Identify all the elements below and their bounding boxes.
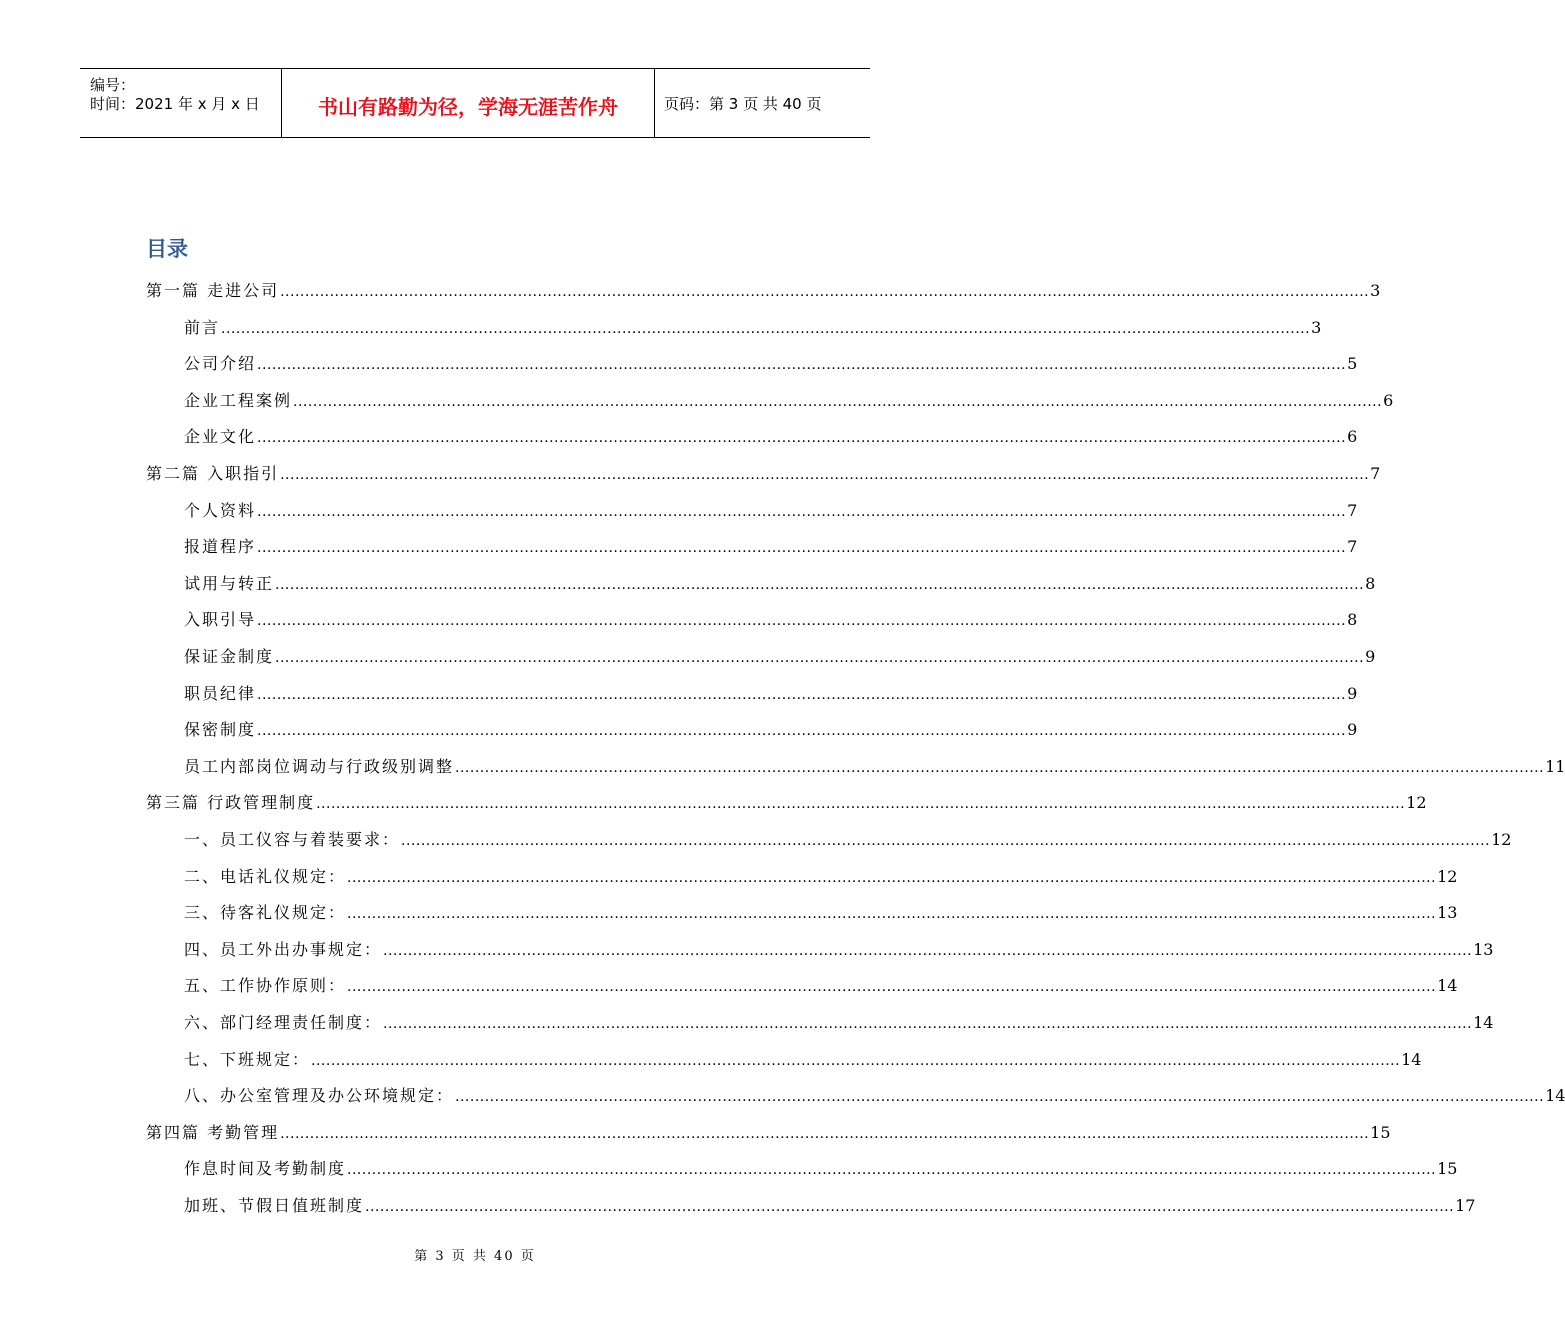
- toc-entry-page: 8: [1347, 610, 1358, 629]
- header-motto: 书山有路勤为径，学海无涯苦作舟: [318, 95, 618, 119]
- header-right-cell: [655, 69, 870, 137]
- toc-section-entry[interactable]: [184, 1156, 1458, 1178]
- toc-entry-page: 6: [1347, 427, 1358, 446]
- toc-entry-label: 第一篇 走进公司: [146, 281, 280, 300]
- toc-section-entry[interactable]: [184, 388, 1394, 410]
- toc-section-entry[interactable]: [184, 1083, 1565, 1105]
- toc-entry-page: 12: [1437, 867, 1458, 886]
- toc-entry-label: 加班、节假日值班制度: [184, 1196, 365, 1215]
- toc-section-entry[interactable]: [184, 1193, 1476, 1215]
- toc-leader-dots: ............................................................................................................................................................................................................................: [257, 613, 1347, 629]
- toc-section-entry[interactable]: [184, 534, 1358, 556]
- toc-entry-label: 入职引导: [184, 610, 257, 629]
- header-left-cell: [80, 69, 282, 137]
- toc-leader-dots: ............................................................................................................................................................................................................................: [383, 1016, 1473, 1032]
- toc-entry-page: 14: [1401, 1050, 1422, 1069]
- toc-entry-label: 作息时间及考勤制度: [184, 1159, 347, 1178]
- toc-entry-page: 9: [1347, 684, 1358, 703]
- toc-entry-page: 12: [1491, 830, 1512, 849]
- header-motto-cell: [282, 69, 655, 137]
- toc-leader-dots: ............................................................................................................................................................................................................................: [347, 1162, 1437, 1178]
- toc-entry-label: 第四篇 考勤管理: [146, 1123, 280, 1142]
- toc-leader-dots: ............................................................................................................................................................................................................................: [455, 1089, 1545, 1105]
- toc-section-entry[interactable]: [184, 827, 1512, 849]
- toc-leader-dots: ............................................................................................................................................................................................................................: [257, 687, 1347, 703]
- toc-leader-dots: ............................................................................................................................................................................................................................: [311, 1053, 1401, 1069]
- toc-leader-dots: ............................................................................................................................................................................................................................: [280, 284, 1370, 300]
- toc-section-entry[interactable]: [184, 1047, 1422, 1069]
- toc-leader-dots: ............................................................................................................................................................................................................................: [347, 870, 1437, 886]
- toc-entry-label: 五、工作协作原则：: [184, 976, 347, 995]
- toc-part-entry[interactable]: [146, 1120, 1391, 1142]
- toc-entry-label: 八、办公室管理及办公环境规定：: [184, 1086, 455, 1105]
- toc-leader-dots: ............................................................................................................................................................................................................................: [293, 394, 1383, 410]
- toc-leader-dots: ............................................................................................................................................................................................................................: [347, 979, 1437, 995]
- toc-entry-label: 六、部门经理责任制度：: [184, 1013, 383, 1032]
- toc-part-entry[interactable]: [146, 278, 1381, 300]
- header-page-label: 页码：第 3 页 共 40 页: [664, 95, 822, 113]
- page-footer: 第 3 页 共 40 页: [414, 1249, 536, 1264]
- toc-section-entry[interactable]: [184, 351, 1358, 373]
- toc-leader-dots: ............................................................................................................................................................................................................................: [280, 1126, 1370, 1142]
- toc-entry-label: 第三篇 行政管理制度: [146, 793, 316, 812]
- toc-entry-label: 员工内部岗位调动与行政级别调整: [184, 757, 455, 776]
- toc-section-entry[interactable]: [184, 571, 1376, 593]
- toc-section-entry[interactable]: [184, 498, 1358, 520]
- document-time-label: 时间：2021 年 x 月 x 日: [90, 95, 260, 113]
- toc-entry-page: 11: [1545, 757, 1565, 776]
- toc-entry-page: 9: [1347, 720, 1358, 739]
- toc-entry-page: 14: [1473, 1013, 1494, 1032]
- toc-entry-label: 三、待客礼仪规定：: [184, 903, 347, 922]
- toc-entry-page: 14: [1437, 976, 1458, 995]
- toc-entry-label: 第二篇 入职指引: [146, 464, 280, 483]
- toc-entry-page: 3: [1370, 281, 1381, 300]
- toc-leader-dots: ............................................................................................................................................................................................................................: [257, 540, 1347, 556]
- toc-entry-page: 6: [1383, 391, 1394, 410]
- toc-entry-page: 3: [1311, 318, 1322, 337]
- toc-section-entry[interactable]: [184, 864, 1458, 886]
- document-number-label: 编号：: [90, 76, 136, 94]
- toc-entry-label: 职员纪律: [184, 684, 257, 703]
- toc-leader-dots: ............................................................................................................................................................................................................................: [275, 650, 1365, 666]
- toc-leader-dots: ............................................................................................................................................................................................................................: [257, 357, 1347, 373]
- toc-entry-label: 企业工程案例: [184, 391, 293, 410]
- toc-entry-page: 12: [1406, 793, 1427, 812]
- toc-leader-dots: ............................................................................................................................................................................................................................: [221, 321, 1311, 337]
- toc-entry-page: 15: [1437, 1159, 1458, 1178]
- toc-leader-dots: ............................................................................................................................................................................................................................: [257, 504, 1347, 520]
- toc-section-entry[interactable]: [184, 754, 1565, 776]
- toc-leader-dots: ............................................................................................................................................................................................................................: [455, 760, 1545, 776]
- toc-entry-label: 前言: [184, 318, 221, 337]
- toc-entry-label: 保密制度: [184, 720, 257, 739]
- toc-section-entry[interactable]: [184, 644, 1376, 666]
- toc-entry-page: 7: [1347, 537, 1358, 556]
- toc-section-entry[interactable]: [184, 937, 1494, 959]
- toc-part-entry[interactable]: [146, 461, 1381, 483]
- toc-entry-page: 5: [1347, 354, 1358, 373]
- toc-section-entry[interactable]: [184, 717, 1358, 739]
- toc-entry-page: 9: [1365, 647, 1376, 666]
- toc-section-entry[interactable]: [184, 607, 1358, 629]
- toc-entry-label: 保证金制度: [184, 647, 275, 666]
- toc-section-entry[interactable]: [184, 900, 1458, 922]
- toc-leader-dots: ............................................................................................................................................................................................................................: [383, 943, 1473, 959]
- toc-part-entry[interactable]: [146, 790, 1427, 812]
- toc-entry-label: 四、员工外出办事规定：: [184, 940, 383, 959]
- toc-entry-label: 二、电话礼仪规定：: [184, 867, 347, 886]
- toc-entry-label: 一、员工仪容与着装要求：: [184, 830, 401, 849]
- toc-entry-page: 7: [1370, 464, 1381, 483]
- toc-entry-page: 13: [1437, 903, 1458, 922]
- toc-section-entry[interactable]: [184, 681, 1358, 703]
- toc-leader-dots: ............................................................................................................................................................................................................................: [365, 1199, 1455, 1215]
- toc-section-entry[interactable]: [184, 973, 1458, 995]
- toc-entry-page: 8: [1365, 574, 1376, 593]
- toc-section-entry[interactable]: [184, 1010, 1494, 1032]
- toc-entry-page: 7: [1347, 501, 1358, 520]
- toc-section-entry[interactable]: [184, 315, 1322, 337]
- toc-title: 目录: [146, 237, 188, 261]
- toc-entry-label: 企业文化: [184, 427, 257, 446]
- toc-entry-label: 试用与转正: [184, 574, 275, 593]
- toc-section-entry[interactable]: [184, 424, 1358, 446]
- toc-entry-label: 公司介绍: [184, 354, 257, 373]
- toc-leader-dots: ............................................................................................................................................................................................................................: [257, 723, 1347, 739]
- toc-entry-label: 七、下班规定：: [184, 1050, 311, 1069]
- toc-entry-page: 17: [1455, 1196, 1476, 1215]
- toc-leader-dots: ............................................................................................................................................................................................................................: [316, 796, 1406, 812]
- toc-entry-page: 15: [1370, 1123, 1391, 1142]
- toc-entry-page: 14: [1545, 1086, 1565, 1105]
- toc-leader-dots: ............................................................................................................................................................................................................................: [257, 430, 1347, 446]
- toc-leader-dots: ............................................................................................................................................................................................................................: [347, 906, 1437, 922]
- toc-leader-dots: ............................................................................................................................................................................................................................: [280, 467, 1370, 483]
- toc-entry-page: 13: [1473, 940, 1494, 959]
- toc-leader-dots: ............................................................................................................................................................................................................................: [275, 577, 1365, 593]
- page-header: [80, 68, 870, 138]
- toc-leader-dots: ............................................................................................................................................................................................................................: [401, 833, 1491, 849]
- toc-entry-label: 报道程序: [184, 537, 257, 556]
- toc-entry-label: 个人资料: [184, 501, 257, 520]
